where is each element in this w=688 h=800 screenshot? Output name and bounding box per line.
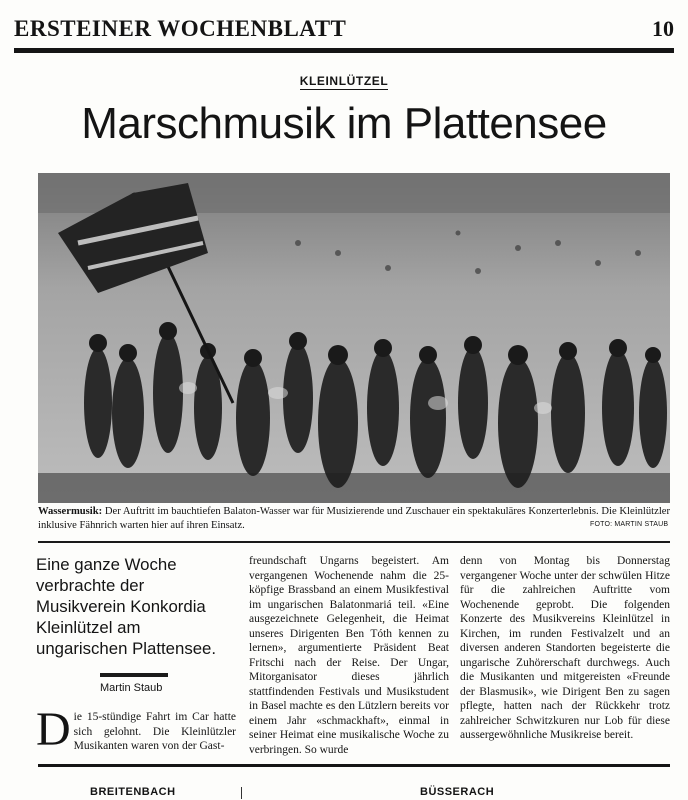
article-lead: Eine ganze Woche verbrachte der Musikverein Konkordia Kleinlützel am ungarischen Plattensee.	[36, 555, 217, 658]
next-article-heading-left: BREITENBACH	[90, 786, 176, 798]
article-author: Martin Staub	[100, 682, 163, 694]
author-rule	[100, 673, 168, 677]
masthead	[14, 14, 674, 44]
article-column-1	[36, 703, 236, 756]
photo-caption	[38, 505, 670, 533]
footer-rule	[38, 764, 670, 767]
column-divider	[241, 787, 242, 799]
photo-credit: FOTO: MARTIN STAUB	[590, 521, 669, 528]
caption-rule	[38, 541, 670, 543]
article-photo	[38, 173, 670, 503]
kicker-text: KLEINLÜTZEL	[299, 74, 389, 88]
column-1-text: ie 15-stündige Fahrt im Car hatte sich gelohnt. Die Kleinlützler Musikanten waren von der Gast-	[73, 711, 236, 752]
article-column-2: freundschaft Ungarns begeistert. Am vergangenen Wochenende nahm die 25-köpfige Brassband an einem Musikfestival im ungarischen Balatonmariá teil. «Eine ausgezeichnete Gelegenheit, die Heimat unseres Dirigenten Ben Tóth kennen zu lernen», argumentierte Präsident Beat Fritschi nach der Reise. Der Ungar, Mitorganisator dieses jährlich stattfindenden Festivals und Musikstudent in Basel machte es den Lützlern bereits vor einem Jahr «schmackhaft», einmal in seiner Heimat eine musikalische Woche zu verbringen. So wurde	[249, 555, 449, 756]
newspaper-name: ERSTEINER WOCHENBLATT	[14, 16, 347, 41]
page-number: 10	[652, 16, 674, 41]
article-headline: Marschmusik im Plattensee	[81, 99, 607, 148]
article-column-3: denn von Montag bis Donnerstag vergangener Woche unter der schwülen Hitze für die zahlreichen Auftritte vom Wochenende geprobt. Die folgenden Konzerte des Musikvereins Kleinlützel in Kirchen, im runden Festivalzelt und an diversen anderen Standorten begeisterte die ungarische Zuhörerschaft durchwegs. Auch die Musikanten und mitgereisten «Freunde der Blasmusik», wie Dirigent Ben zu sagen pflegte, hatten nach der Rückkehr trotz zahlreicher Schwitzkuren nur Lob für diese aussergewöhnliche Musikreise bereit.	[460, 555, 670, 741]
photo-illustration	[38, 173, 670, 503]
masthead-rule	[14, 48, 674, 53]
caption-label: Wassermusik:	[38, 506, 103, 517]
drop-cap: D	[36, 703, 71, 756]
article-kicker	[0, 74, 688, 88]
caption-text: Der Auftritt im bauchtiefen Balaton-Wasser war für Musizierende und Zuschauer ein spektakuläres Konzerterlebnis. Die Kleinlützler inklusive Fähnrich warten hier auf ihren Einsatz.	[38, 506, 670, 531]
next-article-heading-right: BÜSSERACH	[420, 786, 495, 798]
